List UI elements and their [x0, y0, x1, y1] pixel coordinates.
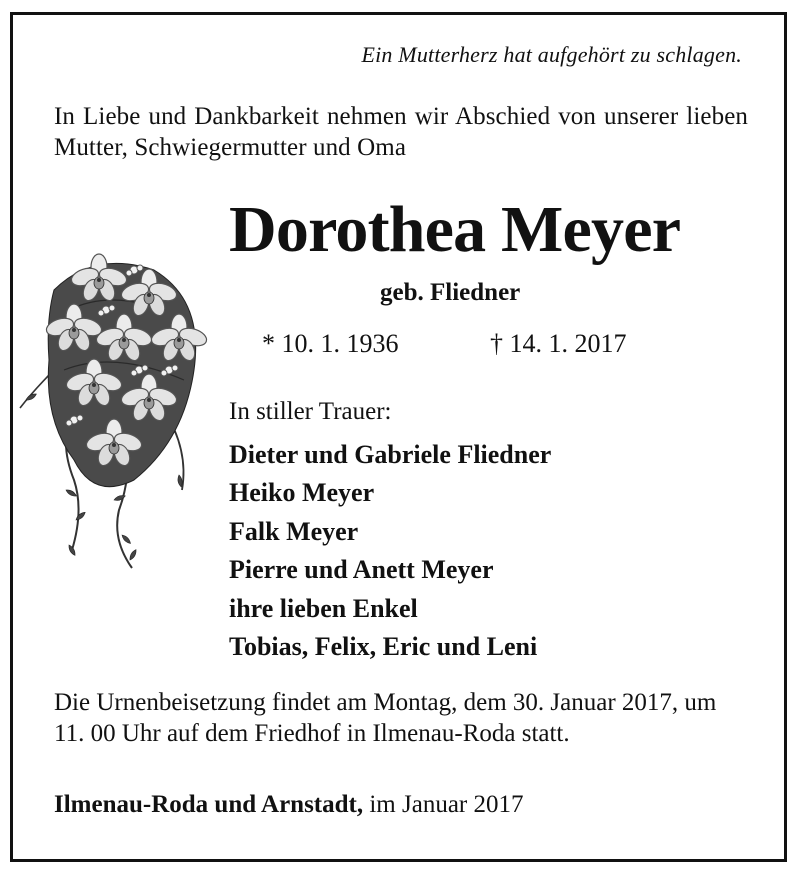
- mourner-name: Falk Meyer: [229, 516, 359, 546]
- motto-text: Ein Mutterherz hat aufgehört zu schlagen.: [361, 42, 742, 67]
- intro-text: In Liebe und Dankbarkeit nehmen wir Abschied von unserer lieben Mutter, Schwiegermutter und Oma: [54, 103, 748, 161]
- funeral-info: Die Urnenbeisetzung findet am Montag, dem 30. Januar 2017, um 11. 00 Uhr auf dem Friedhof in Ilmenau-Roda statt.: [54, 689, 717, 747]
- closing-date: im Januar 2017: [369, 791, 524, 818]
- deceased-name: Dorothea Meyer: [229, 193, 681, 266]
- mourner-name: ihre lieben Enkel: [229, 593, 418, 623]
- mourner-name: Pierre und Anett Meyer: [229, 555, 494, 585]
- maiden-name: geb. Fliedner: [380, 279, 521, 306]
- death-date: † 14. 1. 2017: [490, 329, 627, 358]
- orchid-bouquet-icon: [14, 250, 210, 580]
- birth-date: * 10. 1. 1936: [262, 329, 399, 358]
- mourner-list: [229, 436, 551, 666]
- closing-line: [54, 791, 524, 819]
- mourner-name: Tobias, Felix, Eric und Leni: [229, 632, 538, 662]
- mourning-heading: In stiller Trauer:: [229, 398, 392, 425]
- mourner-name: Dieter und Gabriele Fliedner: [229, 440, 552, 469]
- mourner-name: Heiko Meyer: [229, 478, 375, 508]
- closing-places: Ilmenau-Roda und Arnstadt,: [54, 791, 364, 818]
